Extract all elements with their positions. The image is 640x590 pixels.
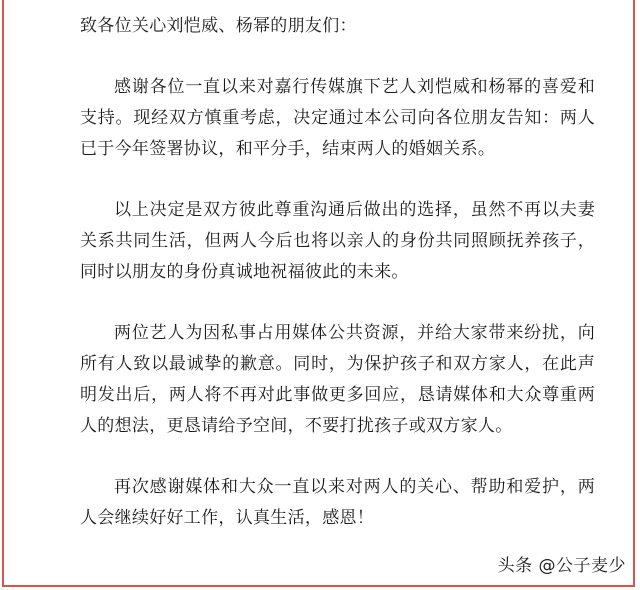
source-watermark: 头条 @公子麦少 [497, 556, 626, 576]
greeting-line: 致各位关心刘恺威、杨幂的朋友们： [80, 16, 357, 36]
paragraph-closing: 再次感谢媒体和大众一直以来对两人的关心、帮助和爱护，两人会继续好好工作，认真生活，感恩！ [80, 477, 595, 528]
paragraph-decision: 以上决定是双方彼此尊重沟通后做出的选择，虽然不再以夫妻关系共同生活，但两人今后也将以亲人的身份共同照顾抚养孩子，同时以朋友的身份真诚地祝福彼此的未来。 [80, 200, 595, 282]
paragraph-apology: 两位艺人为因私事占用媒体公共资源，并给大家带来纷扰，向所有人致以最诚挚的歉意。同时，为保护孩子和双方家人，在此声明发出后，两人将不再对此事做更多回应，恳请媒体和大众尊重两人的想法，更恳请给予空间，不要打扰孩子或双方家人。 [80, 323, 595, 436]
paragraph-thanks: 感谢各位一直以来对嘉行传媒旗下艺人刘恺威和杨幂的喜爱和支持。现经双方慎重考虑，决定通过本公司向各位朋友告知：两人已于今年签署协议，和平分手，结束两人的婚姻关系。 [80, 77, 595, 159]
statement-document [80, 0, 595, 534]
